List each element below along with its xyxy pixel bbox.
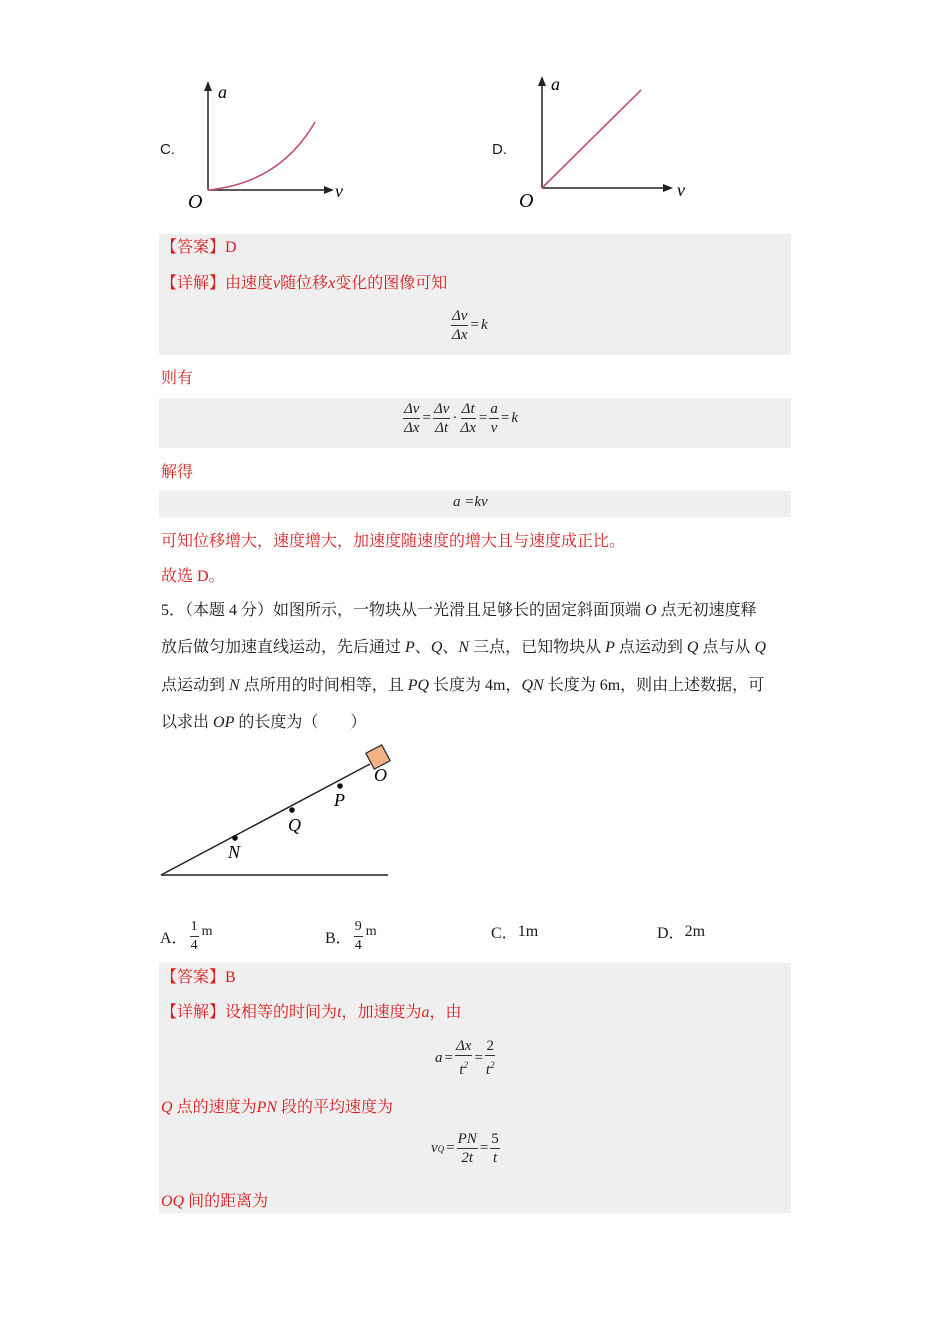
q5-solution-box (159, 963, 791, 1213)
q5-vq-text: Q 点的速度为PN 段的平均速度为 (161, 1099, 394, 1116)
graph-c-y-arrow (204, 81, 212, 91)
graph-c-curve (208, 122, 315, 190)
label-n: N (228, 842, 241, 862)
option-a[interactable]: A． $\frac{1}{4}$ m (160, 919, 213, 953)
q5-line-3: 点运动到 N 点所用的时间相等，且 PQ 长度为 4m，QN 长度为 6m，则由上述数据，可 (161, 677, 765, 694)
graph-c-x-label: v (335, 181, 343, 201)
q4-detail: 【详解】由速度v随位移x变化的图像可知 (161, 275, 448, 292)
q4-answer: 【答案】D (161, 239, 237, 256)
q5-line-2: 放后做匀加速直线运动，先后通过 P、Q、N 三点，已知物块从 P 点运动到 Q 点与从 Q (161, 639, 767, 656)
option-d[interactable]: D． 2m (657, 922, 706, 942)
q5-detail: 【详解】设相等的时间为t，加速度为a，由 (161, 1004, 462, 1021)
q4-final: 故选 D。 (161, 568, 225, 585)
graph-d-x-label: v (677, 180, 685, 200)
incline-line (161, 764, 370, 875)
q4-equation-2: $\frac{\Delta v}{\Delta x}$ = $\frac{\Delta v}{\Delta t}$ · $\frac{\Delta t}{\Delta x}$ = $\frac{a}{v}$ = k (404, 401, 518, 436)
label-p: P (334, 790, 345, 810)
q4-solve: 解得 (161, 464, 194, 481)
q5-line-1: 5．（本题 4 分）如图所示，一物块从一光滑且足够长的固定斜面顶端 O 点无初速度释 (161, 602, 757, 619)
graph-d-origin: O (519, 190, 534, 212)
q5-oq-text: OQ 间的距离为 (161, 1193, 269, 1210)
graph-d-line (542, 90, 641, 188)
option-c-label: C. (160, 141, 175, 158)
graph-c-origin: O (188, 191, 203, 213)
graph-d-y-label: a (551, 74, 560, 94)
graph-d-x-arrow (663, 184, 673, 192)
q5-answer: 【答案】B (161, 969, 236, 986)
label-o: O (374, 765, 387, 785)
graph-c (180, 75, 355, 215)
q4-equation-3: a =kv (453, 494, 488, 510)
label-q: Q (288, 815, 301, 835)
q4-conclusion: 可知位移增大，速度增大，加速度随速度的增大且与速度成正比。 (161, 533, 626, 550)
point-q (289, 807, 295, 813)
q5-equation-b: v Q = $\frac{PN}{2t}$ = $\frac{5}{t}$ (431, 1131, 499, 1166)
graph-d (515, 70, 695, 215)
q4-then-have: 则有 (161, 370, 194, 387)
incline-figure (155, 740, 400, 885)
option-c[interactable]: C． 1m (491, 922, 539, 942)
option-d-label: D. (492, 141, 507, 158)
graph-c-x-arrow (324, 186, 334, 194)
q4-equation-1: $\frac{\Delta v}{\Delta x}$ = k (452, 308, 488, 343)
q5-line-4: 以求出 OP 的长度为（ ） (161, 714, 367, 731)
graph-c-y-label: a (218, 82, 227, 102)
graph-d-y-arrow (538, 76, 546, 86)
option-b[interactable]: B． $\frac{9}{4}$ m (325, 919, 377, 953)
point-p (337, 783, 343, 789)
q5-equation-a: a = $\frac{\Delta x}{t^2}$ = $\frac{2}{t^2}$ (435, 1038, 495, 1078)
point-n (232, 835, 238, 841)
